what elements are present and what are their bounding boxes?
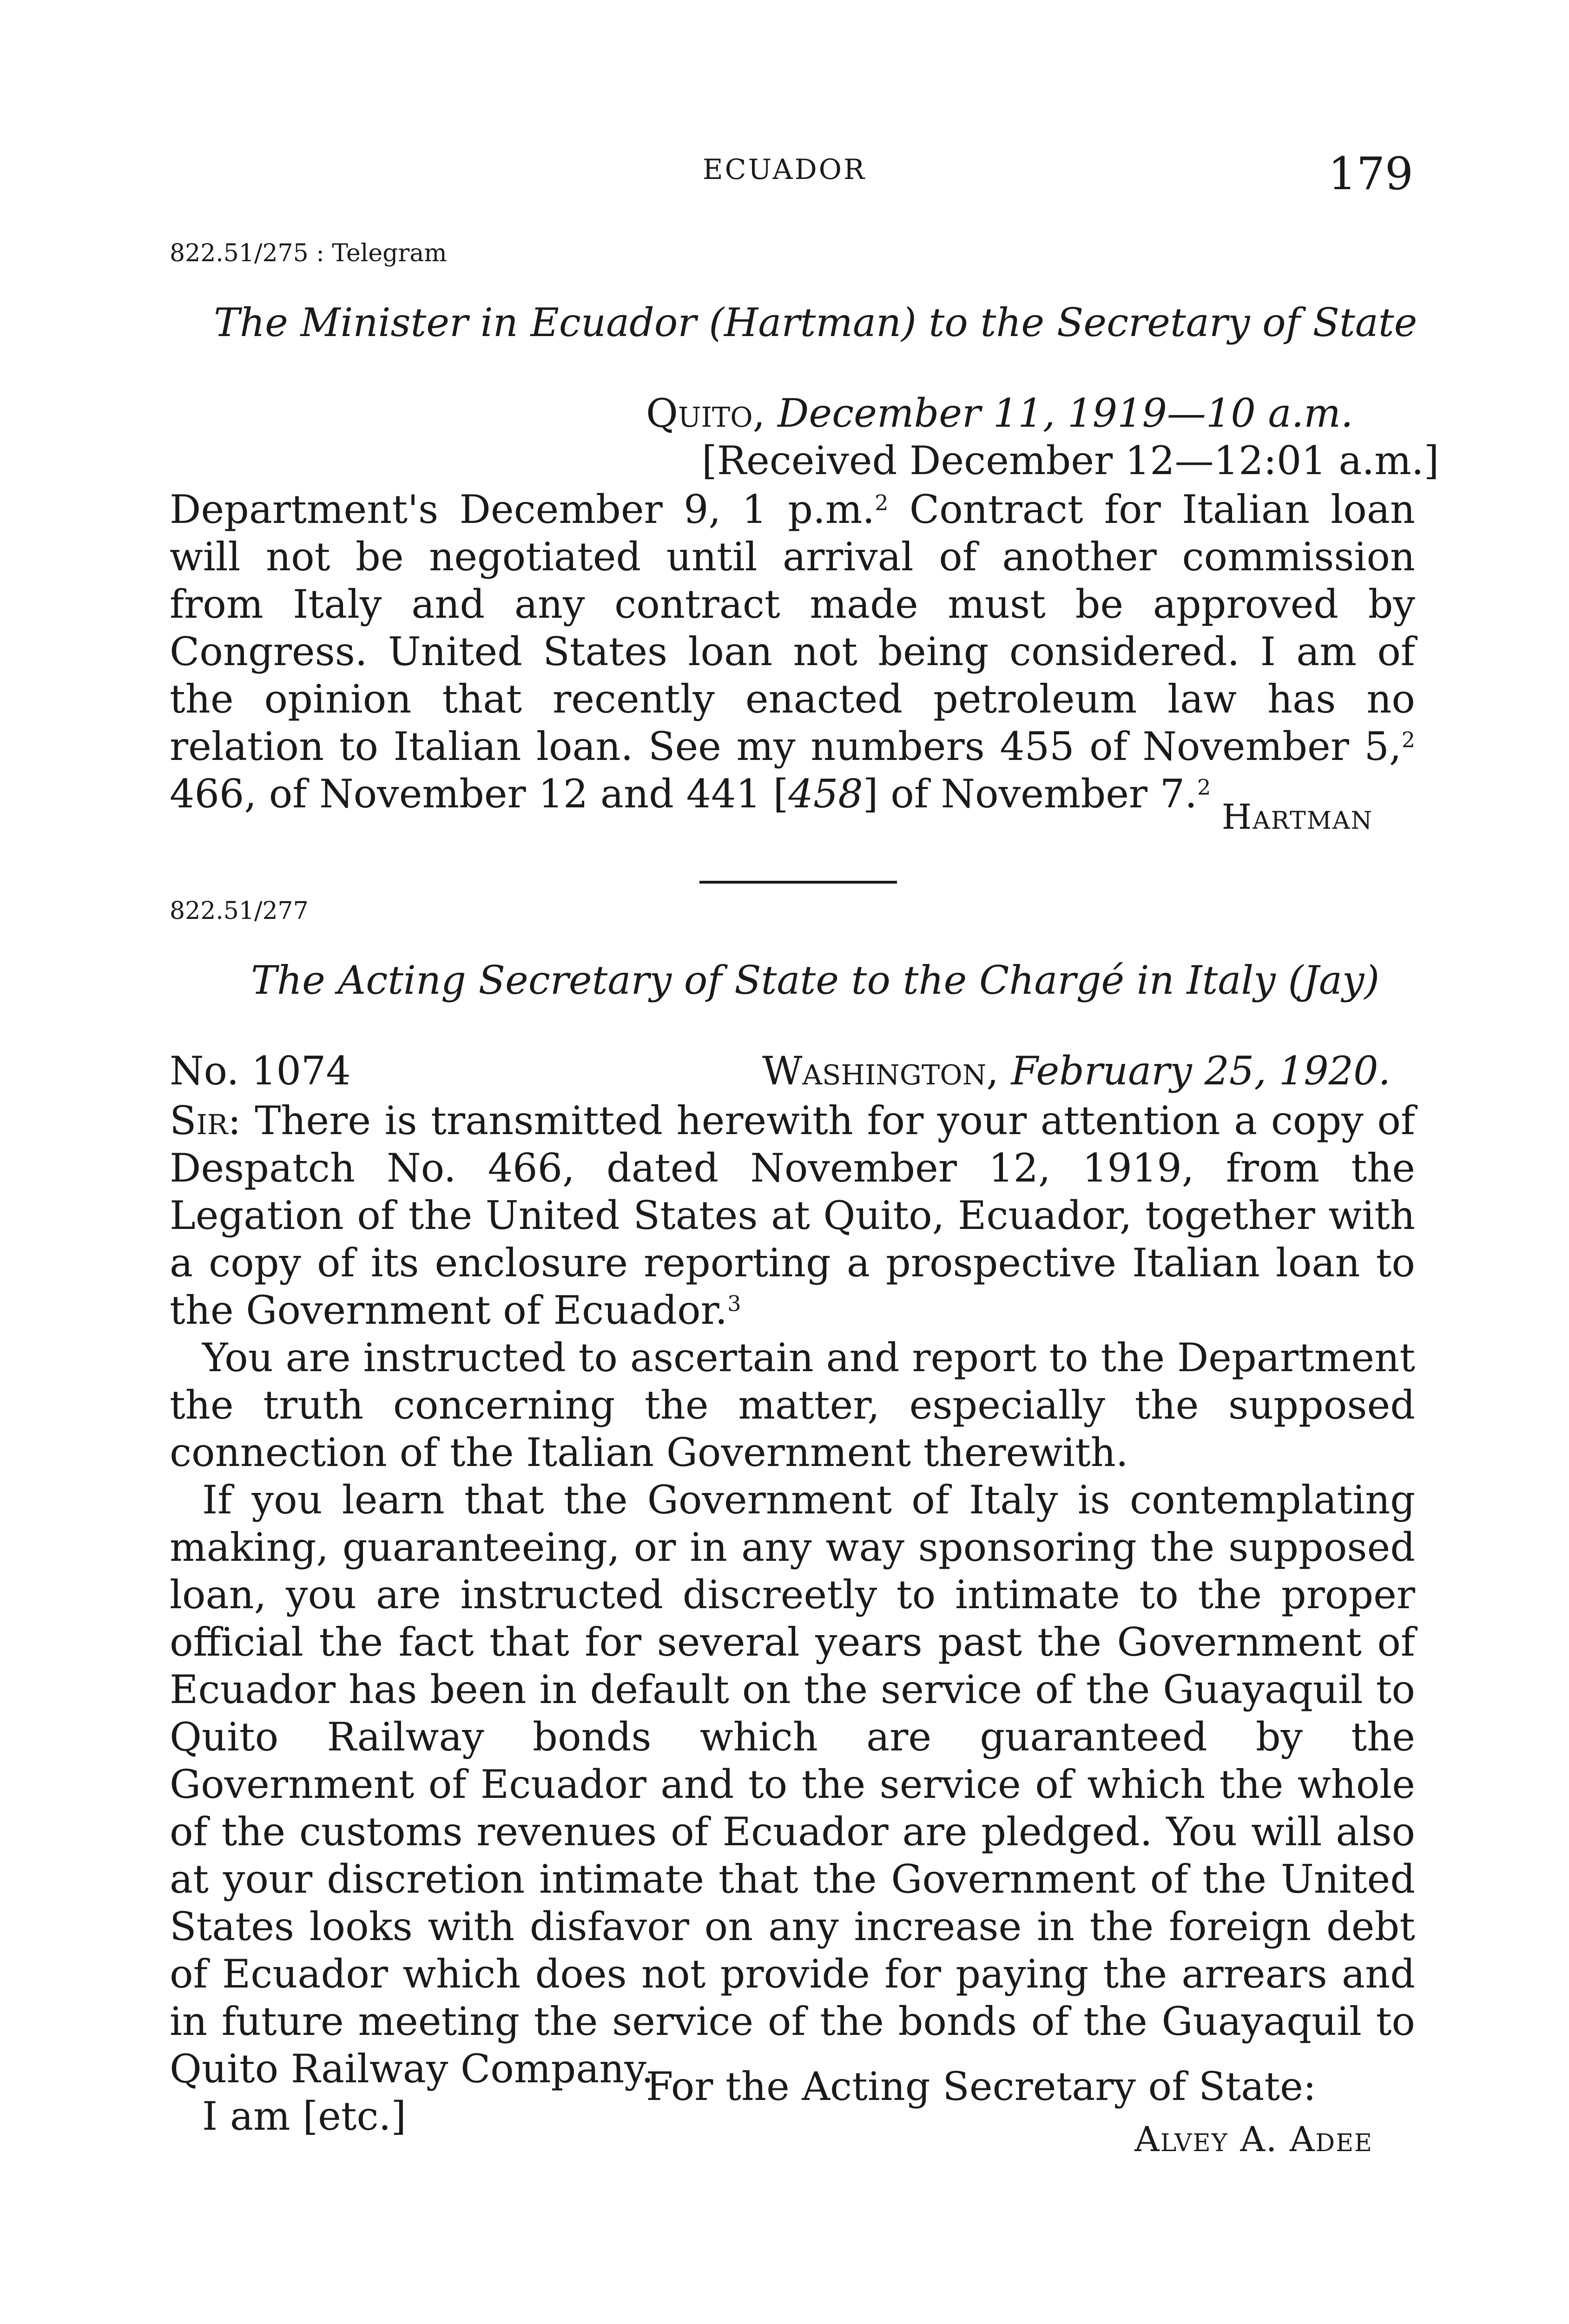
footnote-ref: 2	[1401, 727, 1415, 753]
dateline-2	[762, 1048, 1391, 1094]
dateline-date-2: February 25, 1920.	[1011, 1048, 1391, 1094]
despatch-number: No. 1074	[170, 1048, 351, 1094]
footnote-ref: 3	[727, 1291, 741, 1316]
telegram-body	[170, 486, 1415, 818]
running-head: ECUADOR	[702, 153, 867, 186]
signature-1: Hartman	[1221, 797, 1373, 837]
letter-paragraph-2: You are instructed to ascertain and report to the Department the truth concerning the matter, especially the supposed connection of the Italian Government therewith.	[170, 1335, 1415, 1475]
telegram-text-1: Department's December 9, 1 p.m.	[170, 487, 875, 532]
telegram-text-4: ] of November 7.	[863, 771, 1197, 817]
document-title-2: The Acting Secretary of State to the Chargé in Italy (Jay)	[251, 957, 1380, 1003]
section-divider	[699, 881, 897, 884]
letter-paragraph-3: If you learn that the Government of Italy is contemplating making, guaranteeing, or in any way sponsoring the supposed loan, you are instructed discreetly to intimate to the proper official the fact that for several years past the Government of Ecuador has been in default on the service of the Guayaquil to Quito Railway bonds which are guaranteed by the Government of Ecuador and to the service of which the whole of the customs revenues of Ecuador are pledged. You will also at your discretion intimate that the Government of the United States looks with disfavor on any increase in the foreign debt of Ecuador which does not provide for paying the arrears and in future meeting the service of the bonds of the Guayaquil to Quito Railway Company.	[170, 1477, 1415, 2092]
footnote-ref: 2	[875, 490, 889, 515]
page-number: 179	[1328, 148, 1413, 200]
letter-paragraph-1-text: : There is transmitted herewith for your attention a copy of Despatch No. 466, dated November 12, 1919, from the Legation of the United States at Quito, Ecuador, together with a copy of its enclosure reporting a prospective Italian loan to the Government of Ecuador.	[170, 1098, 1415, 1333]
salutation: Sir	[170, 1098, 228, 1143]
dateline-separator-2: ,	[986, 1048, 1011, 1094]
dateline-date-1: December 11, 1919—10 a.m.	[778, 390, 1353, 436]
received-line-1: [Received December 12—12:01 a.m.]	[702, 438, 1439, 483]
footnote-ref: 2	[1197, 774, 1211, 800]
dateline-1	[646, 390, 1353, 436]
file-reference-2: 822.51/277	[170, 897, 309, 925]
file-reference-1: 822.51/275 : Telegram	[170, 239, 447, 267]
telegram-text-2: Contract for Italian loan will not be negotiated until arrival of another commission from Italy and any contract made must be approved by Congress. United States loan not being considered. I am of the opinion that recently enacted petroleum law has no relation to Italian loan. See my numbers 455 of November 5,	[170, 487, 1416, 769]
telegram-bracket-number: 458	[788, 771, 863, 817]
letter-paragraph-1	[170, 1097, 1415, 1334]
dateline-separator-1: ,	[752, 390, 778, 436]
document-title-1: The Minister in Ecuador (Hartman) to the Secretary of State	[214, 300, 1417, 345]
telegram-text-3: 466, of November 12 and 441 [	[170, 771, 789, 817]
signature-2: Alvey A. Adee	[1134, 2119, 1373, 2159]
dateline-place-1: Quito	[646, 390, 753, 436]
telegram-paragraph	[170, 486, 1415, 818]
signoff-line: For the Acting Secretary of State:	[646, 2064, 1317, 2109]
letter-body	[170, 1097, 1415, 2140]
dateline-place-2: Washington	[762, 1048, 987, 1094]
letter-closing: I am [etc.]	[202, 2093, 407, 2139]
